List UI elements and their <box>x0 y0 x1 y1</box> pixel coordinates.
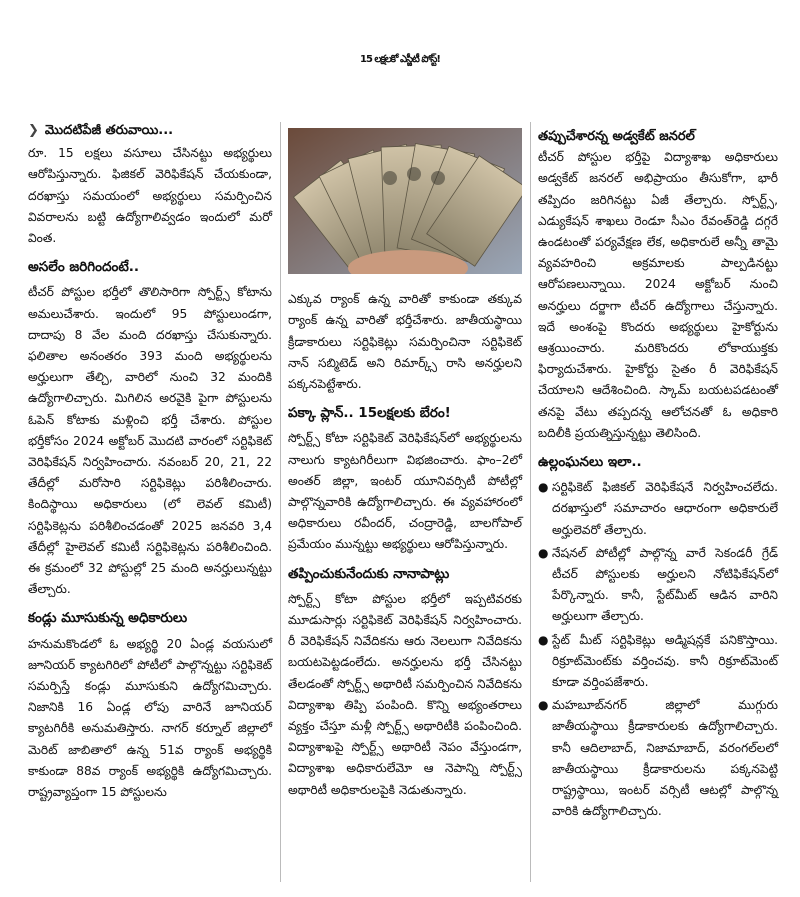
body-paragraph: టీచర్ పోస్టుల భర్తీపై విద్యాశాఖ అధికారులు అడ్వకేట్ జనరల్ అభిప్రాయం తీసుకోగా, భారీ తప్పిదం జరిగినట్టు ఏజీ తేల్చారు. స్పోర్ట్స్, ఎడ్యుకేషన్ శాఖలు రెండూ సీఎం రేవంత్‌రెడ్డి దగ్గరే ఉండటంతో పర్యవేక్షణ లేక, అధికారులే అన్నీ తామై వ్యవహరించి అక్రమాలకు పాల్పడినట్టు ఆరోపణలున్నాయి. 2024 అక్టోబర్ నుంచి అనర్హులు దర్జాగా టీచర్ ఉద్యోగాలు చేస్తున్నారు. ఇదే అంశంపై కొందరు అభ్యర్థులు హైకోర్టును ఆశ్రయించారు. మరికొందరు లోకాయుక్తకు ఫిర్యాదుచేశారు. హైకోర్టు సైతం రీ వెరిఫికేషన్ చేయాలని ఆదేశించింది. స్కామ్ బయటపడటంతో తనపై వేటు తప్పదన్న ఆలోచనతో ఓ అధికారి బదిలీకి ప్రయత్నిస్తున్నట్టు తెలిసింది. <box>538 150 778 440</box>
subheading: ఉల్లంఘనలు ఇలా.. <box>538 454 642 471</box>
column-2 <box>288 128 522 801</box>
intro-paragraph: రూ. 15 లక్షలు వసూలు చేసినట్టు అభ్యర్థులు ఆరోపిస్తున్నారు. ఫిజికల్ వెరిఫికేషన్ చేయకుండా, దరఖాస్తు సమయంలో అభ్యర్థులు సమర్పించిన వివరాలను బట్టి ఉద్యోగాలివ్వడం ఇందులో మరో వింత. <box>28 146 272 246</box>
body-paragraph: స్పోర్ట్స్ కోటా పోస్టుల భర్తీలో ఇప్పటివరకు మూడుసార్లు సర్టిఫికెట్ వెరిఫికేషన్ నిర్వహించారు. రీ వెరిఫికేషన్ నివేదికను ఆరు నెలలుగా నివేదికను బయటపెట్టడంలేదు. అనర్హులను భర్తీ చేసినట్టు తేలడంతో స్పోర్ట్స్ అథారిటీ సమర్పించిన నివేదికను విద్యాశాఖ తిప్పి పంపింది. కొన్ని అభ్యంతరాలు వ్యక్తం చేస్తూ మళ్లీ స్పోర్ట్స్ అథారిటీకి పంపించింది. విద్యాశాఖపై స్పోర్ట్స్ అథారిటీ నెపం వేస్తుండగా, విద్యాశాఖ అధికారులేమో ఆ నెపాన్ని స్పోర్ట్స్ అథారిటీ అధికారులపైకి నెడుతున్నారు. <box>288 591 522 797</box>
chevron-right-icon: ❯ <box>28 123 39 138</box>
body-paragraph: టీచర్ పోస్టుల భర్తీలో తొలిసారిగా స్పోర్ట్స్ కోటాను అమలుచేశారు. ఇందులో 95 పోస్టులుండగా, దాదాపు 8 వేల మంది దరఖాస్తు చేసుకున్నారు. ఫలితాల అనంతరం 393 మంది అభ్యర్థులను అర్హులుగా తేల్చి, వారిలో నుంచి 32 మందికి ఉద్యోగాలిచ్చారు. మిగిలిన అరవైకి పైగా పోస్టులను ఓపెన్ కోటాకు మళ్లించి భర్తీ చేశారు. పోస్టుల భర్తీకోసం 2024 అక్టోబర్ మొదటి వారంలో సర్టిఫికెట్ వెరిఫికేషన్ నిర్వహించారు. నవంబర్ 20, 21, 22 తేదీల్లో మరోసారి సర్టిఫికెట్లు పరిశీలించారు. కిందిస్థాయి అధికారులు (లో లెవల్ కమిటీ) సర్టిఫికెట్లను పరిశీలించడంతో 2025 జనవరి 3,4 తేదీల్లో హైలెవల్ కమిటీ సర్టిఫికెట్లను పరిశీలించింది. ఈ క్రమంలో 32 పోస్టుల్లో 25 మంది అనర్హులున్నట్టు తేల్చారు. <box>28 285 272 597</box>
subheading: పక్కా ప్లాన్.. 15లక్షలకు బేరం! <box>288 405 451 422</box>
list-item: ● స్టేట్ మీట్ సర్టిఫికెట్లు అడ్మిషన్లకే పనికొస్తాయి. రిక్రూట్‌మెంట్‌కు వర్తించవు. కానీ రిక్రూట్‌మెంట్ కూడా వర్తింపజేశారు. <box>538 630 778 694</box>
column-divider <box>530 122 531 882</box>
currency-photo <box>288 128 522 274</box>
column-3 <box>538 126 778 825</box>
bullet-dot-icon: ● <box>538 698 549 713</box>
bullet-dot-icon: ● <box>538 480 549 495</box>
list-item: ● నేషనల్ పోటీల్లో పాల్గొన్న వారే సెకండరీ గ్రేడ్ టీచర్ పోస్టులకు అర్హులని నోటిఫికేషన్‌లో పేర్కొన్నారు. కానీ, స్టేట్‌మీట్ ఆడిన వారిని అర్హులుగా తేల్చారు. <box>538 543 778 628</box>
subheading: అసలేం జరిగిందంటే.. <box>28 259 140 276</box>
list-item: ● మహబూబ్‌నగర్ జిల్లాలో ముగ్గురు జాతీయస్థాయి క్రీడాకారులకు ఉద్యోగాలిచ్చారు. కానీ ఆదిలాబాద్, నిజామాబాద్, వరంగల్‌లలో జాతీయస్థాయి క్రీడాకారులను పక్కనపెట్టి రాష్ట్రస్థాయి, ఇంటర్ వర్సిటీ ఆటల్లో పాల్గొన్న వారికి ఉద్యోగాలిచ్చారు. <box>538 695 778 822</box>
subheading: తప్పించుకునేందుకు నానాపాట్లు <box>288 565 450 582</box>
column-1 <box>28 120 272 803</box>
body-paragraph: హనుమకొండలో ఓ అభ్యర్థి 20 ఏండ్ల వయసులో జూనియర్ క్యాటగిరిలో పోటీలో పాల్గొన్నట్టు సర్టిఫికెట్ సమర్పిస్తే కండ్లు మూసుకుని ఉద్యోగమిచ్చారు. నిజానికి 16 ఏండ్ల లోపు వారినే జూనియర్ క్యాటగిరీకి అనుమతిస్తారు. నాగర్ కర్నూల్ జిల్లాలో మెరిట్ జాబితాలో ఉన్న 51వ ర్యాంక్ అభ్యర్థికి కాకుండా 88వ ర్యాంక్ అభ్యర్థికి ఉద్యోగమిచ్చారు. రాష్ట్రవ్యాప్తంగా 15 పోస్టులను <box>28 636 272 800</box>
subheading: తప్పుచేశారన్న అడ్వకేట్ జనరల్ <box>538 129 695 144</box>
headline: 15 లక్షలకో ఎస్జీటీ పోస్ట్! <box>360 54 440 65</box>
bullet-dot-icon: ● <box>538 545 549 560</box>
body-paragraph: ఎక్కువ ర్యాంక్ ఉన్న వారితో కాకుండా తక్కువ ర్యాంక్ ఉన్న వారితో భర్తీచేశారు. జాతీయస్థాయి క్రీడాకారులు సర్టిఫికెట్లు సమర్పించినా సర్టిఫికెట్ నాన్ సబ్మిటెడ్ అని రిమార్క్స్ రాసి అనర్హులని పక్కనపెట్టేశారు. <box>288 292 522 392</box>
subheading: కండ్లు మూసుకున్న అధికారులు <box>28 610 188 627</box>
body-paragraph: స్పోర్ట్స్ కోటా సర్టిఫికెట్ వెరిఫికేషన్‌లో అభ్యర్థులను నాలుగు క్యాటగిరీలుగా విభజించారు. ఫాం–2లో అంతర్ జిల్లా, ఇంటర్ యూనివర్సిటీ పోటీల్లో పాల్గొన్నవారికి ఉద్యోగాలిచ్చారు. ఈ వ్యవహారంలో అధికారులు రవీందర్, చంద్రారెడ్డి, బాలగోపాల్ ప్రమేయం మున్నట్టు అభ్యర్థులు ఆరోపిస్తున్నారు. <box>288 431 522 552</box>
continuation-kicker: ❯ మొదటిపేజీ తరువాయి... <box>28 120 272 141</box>
column-divider <box>280 122 281 882</box>
list-item: ● సర్టిఫికెట్ ఫిజికల్ వెరిఫికేషనే నిర్వహించలేదు. దరఖాస్తులో సమాచారం ఆధారంగా అధికారులే అర్హులెవరో తేల్చారు. <box>538 477 778 541</box>
violations-list <box>538 477 778 822</box>
bullet-dot-icon: ● <box>538 632 549 647</box>
